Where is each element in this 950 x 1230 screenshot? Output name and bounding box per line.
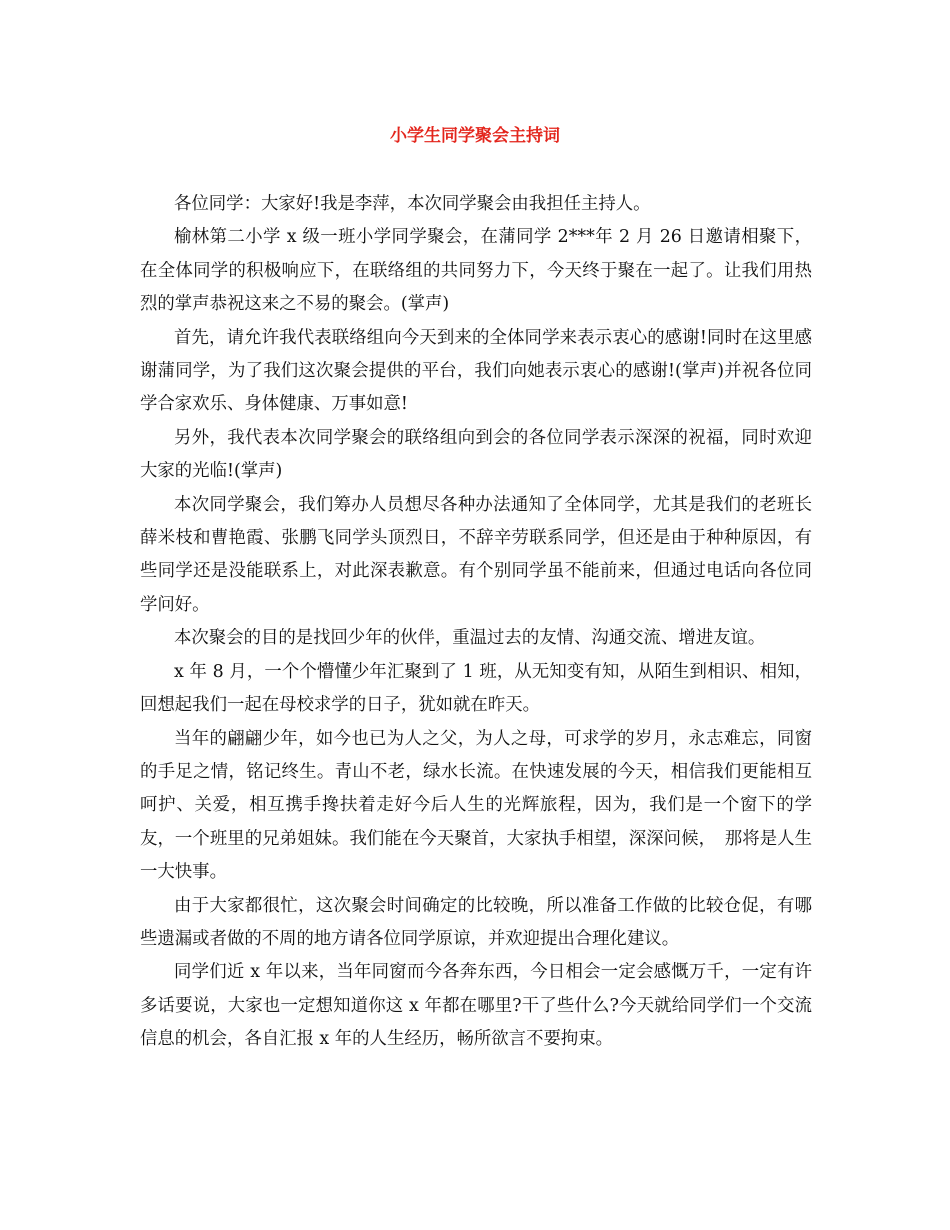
paragraph: 当年的翩翩少年，如今也已为人之父，为人之母，可求学的岁月，永志难忘，同窗的手足之情，铭记终生。青山不老，绿水长流。在快速发展的今天，相信我们更能相互呵护、关爱，相互携手搀扶着走好今后人生的光辉旅程，因为，我们是一个窗下的学友，一个班里的兄弟姐妹。我们能在今天聚首，大家执手相望，深深问候， 那将是人生一大快事。 <box>140 728 812 883</box>
paragraph: 本次聚会的目的是找回少年的伙伴，重温过去的友情、沟通交流、增进友谊。 <box>174 628 766 649</box>
paragraph: 由于大家都很忙，这次聚会时间确定的比较晚，所以准备工作做的比较仓促，有哪些遗漏或者做的不周的地方请各位同学原谅，并欢迎提出合理化建议。 <box>140 895 812 949</box>
document-body <box>140 188 812 1057</box>
paragraph: x 年 8 月，一个个懵懂少年汇聚到了 1 班，从无知变有知，从陌生到相识、相知，回想起我们一起在母校求学的日子，犹如就在昨天。 <box>140 661 812 716</box>
paragraph: 另外，我代表本次同学聚会的联络组向到会的各位同学表示深深的祝福，同时欢迎大家的光临!(掌声) <box>140 427 812 482</box>
document-title: 小学生同学聚会主持词 <box>390 126 560 146</box>
paragraph: 同学们近 x 年以来，当年同窗而今各奔东西，今日相会一定会感慨万千，一定有许多话要说，大家也一定想知道你这 x 年都在哪里?干了些什么?今天就给同学们一个交流信息的机会，各自汇报 x 年的人生经历，畅所欲言不要拘束。 <box>140 962 812 1050</box>
paragraph: 各位同学：大家好!我是李萍，本次同学聚会由我担任主持人。 <box>174 194 651 214</box>
paragraph: 本次同学聚会，我们筹办人员想尽各种办法通知了全体同学，尤其是我们的老班长薛米枝和曹艳霞、张鹏飞同学头顶烈日，不辞辛劳联系同学，但还是由于种种原因，有些同学还是没能联系上，对此深表歉意。有个别同学虽不能前来，但通过电话向各位同学问好。 <box>140 494 812 615</box>
paragraph: 首先，请允许我代表联络组向今天到来的全体同学来表示衷心的感谢!同时在这里感谢蒲同学，为了我们这次聚会提供的平台，我们向她表示衷心的感谢!(掌声)并祝各位同学合家欢乐、身体健康、万事如意! <box>140 327 812 415</box>
paragraph: 榆林第二小学 x 级一班小学同学聚会，在蒲同学 2***年 2 月 26 日邀请相聚下，在全体同学的积极响应下，在联络组的共同努力下，今天终于聚在一起了。让我们用热烈的掌声恭祝这来之不易的聚会。(掌声) <box>140 227 812 315</box>
